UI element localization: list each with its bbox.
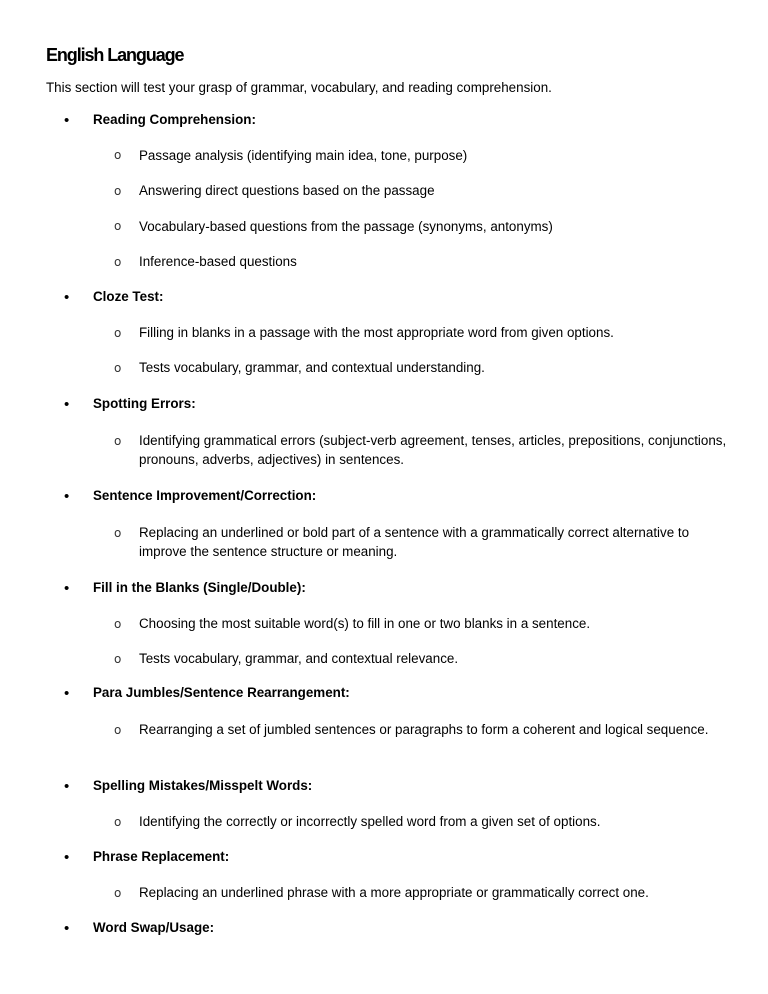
section-heading: Fill in the Blanks (Single/Double): <box>93 580 306 595</box>
list-item: Answering direct questions based on the passage <box>139 183 435 198</box>
list-item: Filling in blanks in a passage with the most appropriate word from given options. <box>139 325 614 340</box>
list-item: Passage analysis (identifying main idea, tone, purpose) <box>139 148 468 163</box>
circle-bullet-icon: o <box>114 326 122 340</box>
bullet-icon: • <box>64 778 70 795</box>
bullet-icon: • <box>64 488 70 505</box>
section-heading: Cloze Test: <box>93 289 164 304</box>
bullet-icon: • <box>64 849 70 866</box>
section-heading: Phrase Replacement: <box>93 849 230 864</box>
circle-bullet-icon: o <box>114 219 122 233</box>
section-heading: Spelling Mistakes/Misspelt Words: <box>93 778 313 793</box>
page-title: English Language <box>46 45 184 65</box>
circle-bullet-icon: o <box>114 723 122 737</box>
list-item: Replacing an underlined phrase with a more appropriate or grammatically correct one. <box>139 885 649 900</box>
bullet-icon: • <box>64 396 70 413</box>
circle-bullet-icon: o <box>114 526 122 540</box>
list-item: Identifying grammatical errors (subject-verb agreement, tenses, articles, prepositions, conjunctions, pronouns, adverbs, adjectives) in sentences. <box>139 433 727 467</box>
list-item: Tests vocabulary, grammar, and contextual relevance. <box>139 651 459 666</box>
circle-bullet-icon: o <box>114 148 122 162</box>
list-item: Identifying the correctly or incorrectly spelled word from a given set of options. <box>139 814 601 829</box>
list-item: Rearranging a set of jumbled sentences or paragraphs to form a coherent and logical sequence. <box>139 722 709 737</box>
section-heading: Spotting Errors: <box>93 396 196 411</box>
section-heading: Word Swap/Usage: <box>93 920 215 935</box>
list-item: Replacing an underlined or bold part of a sentence with a grammatically correct alternative to improve the sentence structure or meaning. <box>139 525 690 559</box>
circle-bullet-icon: o <box>114 184 122 198</box>
section-heading: Para Jumbles/Sentence Rearrangement: <box>93 685 350 700</box>
intro-paragraph: This section will test your grasp of grammar, vocabulary, and reading comprehension. <box>46 80 552 95</box>
section-heading: Sentence Improvement/Correction: <box>93 488 317 503</box>
circle-bullet-icon: o <box>114 886 122 900</box>
bullet-icon: • <box>64 580 70 597</box>
bullet-icon: • <box>64 920 70 937</box>
list-item: Vocabulary-based questions from the passage (synonyms, antonyms) <box>139 219 553 234</box>
circle-bullet-icon: o <box>114 361 122 375</box>
circle-bullet-icon: o <box>114 815 122 829</box>
circle-bullet-icon: o <box>114 652 122 666</box>
bullet-icon: • <box>64 685 70 702</box>
list-item: Inference-based questions <box>139 254 297 269</box>
circle-bullet-icon: o <box>114 255 122 269</box>
circle-bullet-icon: o <box>114 434 122 448</box>
circle-bullet-icon: o <box>114 617 122 631</box>
list-item: Choosing the most suitable word(s) to fill in one or two blanks in a sentence. <box>139 616 591 631</box>
list-item: Tests vocabulary, grammar, and contextual understanding. <box>139 360 485 375</box>
bullet-icon: • <box>64 112 70 129</box>
bullet-icon: • <box>64 289 70 306</box>
section-heading: Reading Comprehension: <box>93 112 256 127</box>
